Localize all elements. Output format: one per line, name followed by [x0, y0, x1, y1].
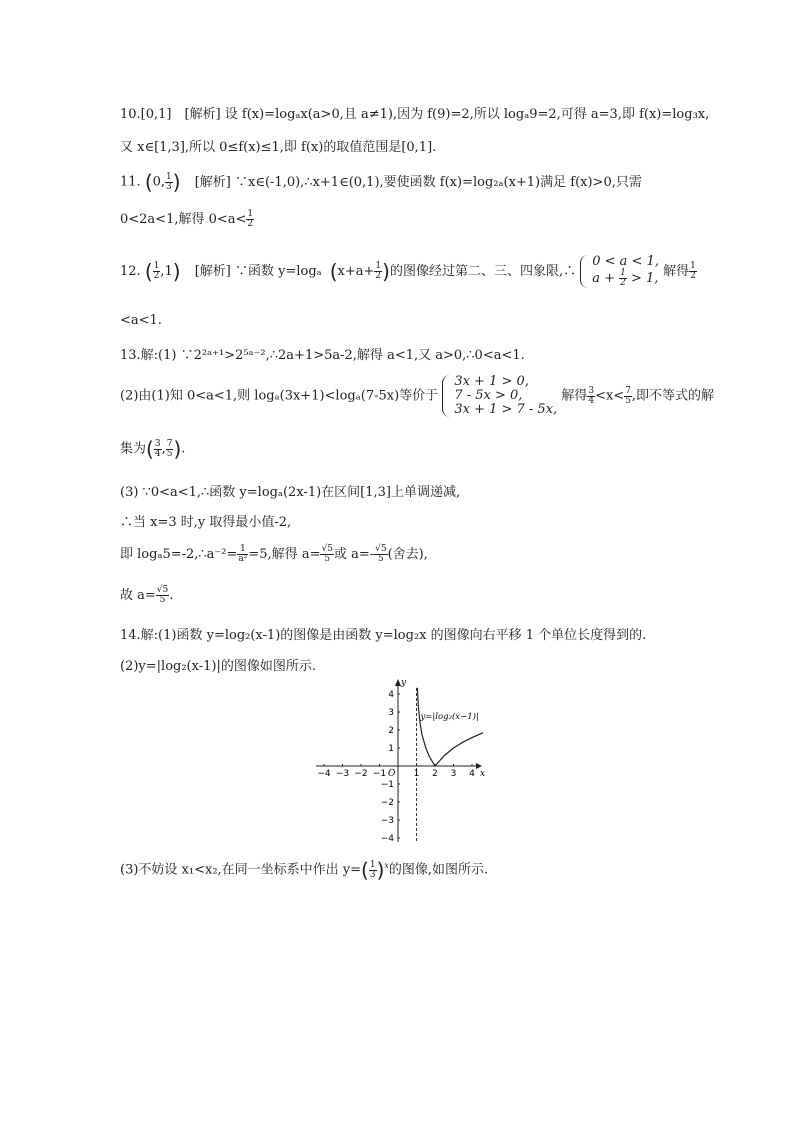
- x-tick-label: 2: [432, 769, 438, 779]
- q14-line1: 14.解:(1)函数 y=log₂(x-1)的图像是由函数 y=log₂x 的图像向右平移 1 个单位长度得到的.: [120, 628, 647, 643]
- x-tick-label: −2: [354, 769, 368, 779]
- q13-part2: (2)由(1)知 0<a<1,则 logₐ(3x+1)<logₐ(7-5x)等价于 3x + 1 > 0, 7 - 5x > 0, 3x + 1 > 7 - 5x, 解得 $\frac{3}{4}$ <x< $\frac{7}{5}$ ,即不等式的解: [120, 374, 715, 417]
- q13-part3-line1: (3) ∵0<a<1,∴函数 y=logₐ(2x-1)在区间[1,3]上单调递减,: [120, 485, 461, 500]
- q12-number: 12.: [120, 264, 141, 279]
- x-axis-label: x: [480, 769, 486, 779]
- y-axis-label: y: [401, 678, 407, 688]
- q12-answer-fraction: $\frac{1}{2}$: [153, 261, 160, 281]
- graph-axes: [316, 678, 485, 842]
- x-tick-label: −4: [317, 769, 331, 779]
- q13-part3-line3: 即 logₐ5=-2,∴a⁻²= $\frac{1}{\text{a²}}$ =5,解得 a= $\frac{√5}{5}$ 或 a=- $\frac{√5}{5}$ (舍去),: [120, 544, 428, 564]
- curve-label: y=|log₂(x−1)|: [420, 712, 479, 723]
- y-tick-label: −4: [380, 834, 394, 844]
- q11-answer-fraction: $\frac{1}{3}$: [166, 171, 172, 192]
- x-tick-label: −1: [372, 769, 387, 779]
- q11-number: 11.: [120, 174, 141, 190]
- x-tick-label: 1: [413, 769, 420, 779]
- y-tick-label: −3: [380, 816, 394, 826]
- y-tick-label: 2: [388, 726, 394, 736]
- x-tick-label: 3: [450, 769, 457, 779]
- y-tick-label: 4: [388, 690, 394, 700]
- q13-line1: 13.解:(1) ∵2²ᵃ⁺¹>2⁵ᵃ⁻²,∴2a+1>5a-2,解得 a<1,又 a>0,∴0<a<1.: [120, 348, 525, 363]
- q13-inequality-system: 3x + 1 > 0, 7 - 5x > 0, 3x + 1 > 7 - 5x,: [442, 375, 557, 417]
- y-tick-label: −1: [380, 780, 394, 790]
- x-tick-label: 4: [469, 769, 475, 779]
- q13-solution-set: 集为( $\frac{3}{4}$ , $\frac{7}{5}$ ).: [120, 437, 186, 461]
- y-tick-label: 1: [388, 744, 394, 754]
- q12-line1: 12. ( $\frac{1}{2}$ ,1) [解析] ∵函数 y=logₐ (x+a+ $\frac{1}{2}$ )的图像经过第二、三、四象限,∴ 0 < a < 1, a + $\frac{1}{2}$ > 1, 解得 $\frac{1}{2}$: [120, 254, 696, 288]
- q10-line1: 10.[0,1] [解析] 设 f(x)=logₐx(a>0,且 a≠1),因为 f(9)=2,所以 logₐ9=2,可得 a=3,即 f(x)=log₃x,: [120, 107, 710, 122]
- q11-line2: 0<2a<1,解得 0<a< $\frac{1}{2}$: [120, 209, 254, 229]
- q13-part3-line4: 故 a= $\frac{√5}{5}$ .: [120, 585, 174, 605]
- q13-part3-line2: ∴当 x=3 时,y 取得最小值-2,: [120, 515, 292, 530]
- q10-line2: 又 x∈[1,3],所以 0≤f(x)≤1,即 f(x)的取值范围是[0,1].: [120, 140, 437, 155]
- q12-line2: <a<1.: [120, 313, 162, 328]
- y-tick-label: 3: [388, 708, 394, 718]
- y-tick-label: −2: [380, 798, 394, 808]
- q14-line3: (3)不妨设 x₁<x₂,在同一坐标系中作出 y=( $\frac{1}{3}$ )$^x$的图像,如图所示.: [120, 858, 489, 882]
- log-graph: [310, 676, 486, 844]
- q11-line1: 11. (0, $\frac{1}{3}$ ) [解析] ∵x∈(-1,0),∴x+1∈(0,1),要使函数 f(x)=log₂ₐ(x+1)满足 f(x)>0,只需: [120, 170, 642, 194]
- graph-curve: [417, 688, 483, 766]
- q12-inequality-system: 0 < a < 1, a + $\frac{1}{2}$ > 1,: [580, 255, 659, 288]
- q14-line2: (2)y=|log₂(x-1)|的图像如图所示.: [120, 659, 316, 674]
- x-tick-label: −3: [335, 769, 350, 779]
- curve-y-abs-log2: [417, 688, 483, 766]
- origin-label: O: [388, 769, 396, 779]
